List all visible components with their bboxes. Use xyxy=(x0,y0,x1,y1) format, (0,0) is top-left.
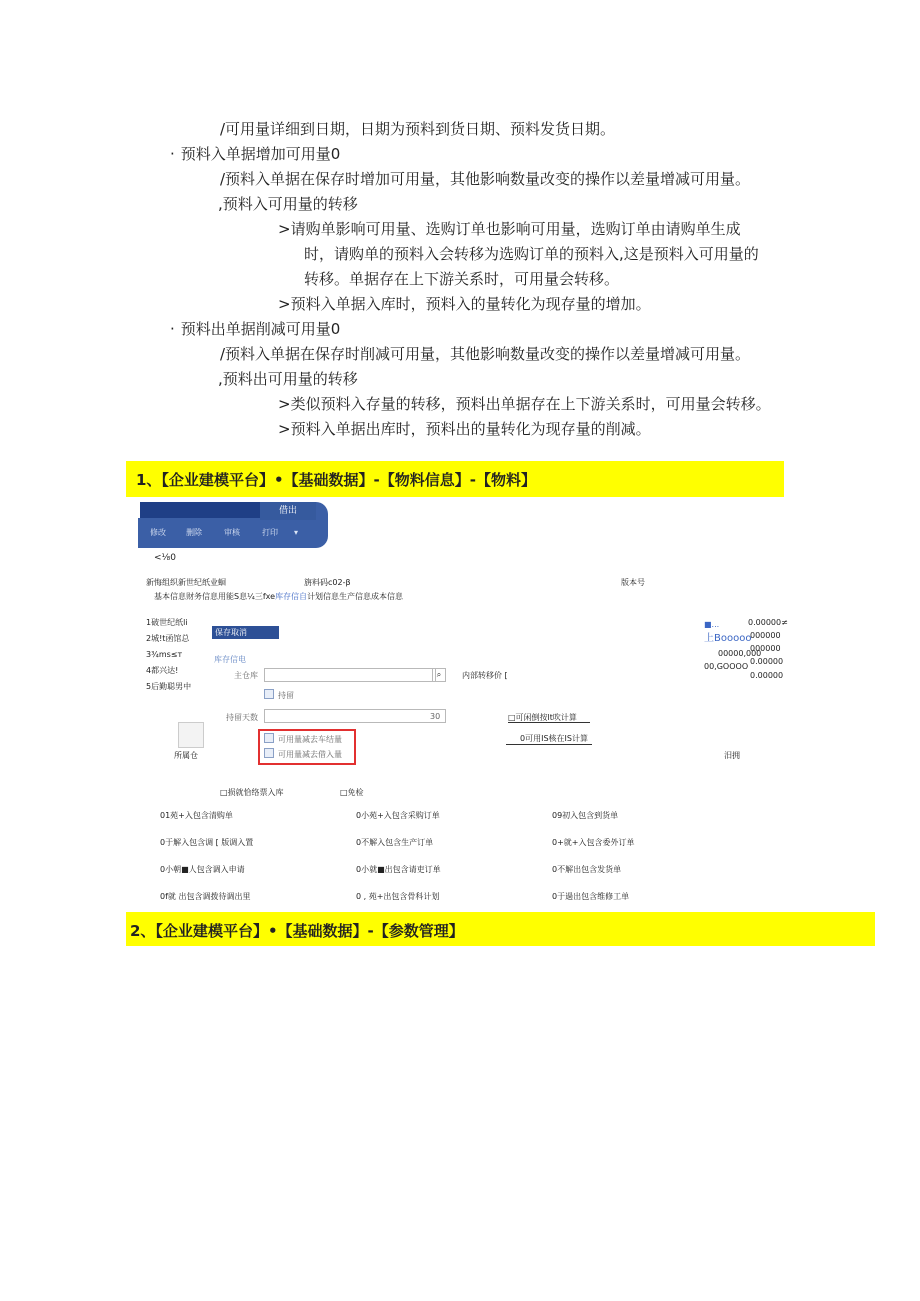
info-tabs[interactable] xyxy=(154,591,403,602)
batch-calc-underline xyxy=(508,722,590,723)
batch-calc-option[interactable]: □可闲倒按lt吹计算 xyxy=(508,713,577,722)
doc-bullet-2: · 预料出单据削减可用量0 xyxy=(170,319,340,339)
version-label: 版本号 xyxy=(621,578,645,587)
grid-item-2-1[interactable]: 0于解入包含调 [ 版调入置 xyxy=(160,838,254,847)
batch-days-input[interactable] xyxy=(264,709,446,723)
toolbar-button-print[interactable]: 打印 xyxy=(262,528,278,537)
stat-v2: 000000 xyxy=(750,631,781,640)
batch-check-label: 持留 xyxy=(278,691,294,700)
doc-line-10: /预料入单据在保存时削减可用量，其他影响数量改变的操作以差量增减可用量。 xyxy=(220,345,751,363)
left-list-item-1[interactable]: 1破世纪纸li xyxy=(146,618,188,627)
toolbar-button-delete[interactable]: 删除 xyxy=(186,528,202,537)
internal-transfer-label: 内部转移价 [ xyxy=(462,671,508,680)
section-2-title: 2、【企业建模平台】•【基础数据】-【参数管理】 xyxy=(130,922,464,940)
section-1-title: 1、【企业建模平台】•【基础数据】-【物料信息】-【物料】 xyxy=(136,471,536,489)
breadcrumb: <⅛0 xyxy=(154,553,176,563)
grid-item-1-3[interactable]: 09初入包含到货单 xyxy=(552,811,619,820)
stat-v3: 000000 xyxy=(750,644,781,653)
tab-inventory-info[interactable]: 库存信自 xyxy=(275,592,308,601)
grid-item-3-3[interactable]: 0不解出包含发货单 xyxy=(552,865,622,874)
stat-r1: ■... xyxy=(704,620,720,629)
warehouse-icon xyxy=(178,722,204,748)
grid-item-3-2[interactable]: 0小就■出包含请吏订单 xyxy=(356,865,441,874)
batch-checkbox[interactable] xyxy=(264,689,274,699)
stat-v5: 0.00000 xyxy=(750,671,784,680)
chevron-down-icon[interactable]: ▾ xyxy=(294,528,299,537)
toolbar-button-audit[interactable]: 审核 xyxy=(224,528,240,537)
stat-v4: 0.00000 xyxy=(750,657,784,666)
save-cancel-button[interactable]: 保存取消 xyxy=(212,626,279,639)
embedded-screenshot xyxy=(138,500,798,910)
doc-line-12: >类似预料入存量的转移，预料出单据存在上下游关系时，可用量会转移。 xyxy=(278,395,771,413)
doc-line-8: >预料入单据入库时，预料入的量转化为现存量的增加。 xyxy=(278,295,651,313)
batch-check[interactable] xyxy=(264,689,294,701)
redbox-item-1[interactable] xyxy=(264,733,342,745)
stat-r4: 00,GOOOO xyxy=(704,662,749,671)
grid-item-2-2[interactable]: 0不解入包含生产订单 xyxy=(356,838,434,847)
org-label: 新悔组织新世纪纸业蛔 xyxy=(146,578,226,587)
main-warehouse-label: 主仓库 xyxy=(234,671,258,680)
grid-item-3-1[interactable]: 0小朝■人包含调入申请 xyxy=(160,865,245,874)
redbox-checkbox-1[interactable] xyxy=(264,733,274,743)
grid-item-2-3[interactable]: 0+就+入包含委外订单 xyxy=(552,838,635,847)
avail-calc-underline xyxy=(506,744,592,745)
redbox-checkbox-2[interactable] xyxy=(264,748,274,758)
doc-line-3: /预料入单据在保存时增加可用量，其他影响数量改变的操作以差量增减可用量。 xyxy=(220,170,751,188)
toolbar-edge xyxy=(314,502,328,548)
doc-bullet-1: · 预料入单据增加可用量0 xyxy=(170,144,340,164)
toolbar-button-edit[interactable]: 修改 xyxy=(150,528,166,537)
inventory-section-title: 库存信电 xyxy=(214,655,246,664)
grid-item-4-1[interactable]: 0f就 出包含调拨待调出里 xyxy=(160,892,251,901)
doc-line-6: 时，请购单的预料入会转移为选购订单的预料入,这是预料入可用量的 xyxy=(304,245,759,263)
doc-line-13: >预料入单据出库时，预料出的量转化为现存量的削减。 xyxy=(278,420,651,438)
info-tabs-right[interactable]: 计划信息生产信息成本信息 xyxy=(307,592,404,601)
grid-item-1-1[interactable]: 01苑+入包含清购单 xyxy=(160,811,233,820)
left-list-item-2[interactable]: 2城!t函馆总 xyxy=(146,634,190,643)
doc-line-5: >请购单影响可用量、选购订单也影响可用量，选购订单由请购单生成 xyxy=(278,220,741,238)
doc-line-11: ,预料出可用量的转移 xyxy=(218,370,358,388)
stat-v1: 0.00000≠ xyxy=(748,618,788,627)
stat-r2: 上Booooo xyxy=(704,633,752,644)
material-code: 旃料码c02-β xyxy=(304,578,351,587)
left-list-item-4[interactable]: 4都兴达! xyxy=(146,666,179,675)
right-label: 汨拥 xyxy=(724,751,740,760)
grid-item-4-3[interactable]: 0于過出包含维修工单 xyxy=(552,892,630,901)
section-1-header xyxy=(126,461,784,497)
toolbar-tab[interactable]: 借出 xyxy=(260,502,316,520)
stat-r3: 00000,000 xyxy=(718,649,762,658)
warehouse-label: 所属仓 xyxy=(174,751,198,760)
info-tabs-left[interactable]: 基本信息财务信息用能S息¼三fxe xyxy=(154,592,276,601)
batch-days-label: 持留天数 xyxy=(226,713,258,722)
left-list-item-5[interactable]: 5后勤聪男中 xyxy=(146,682,192,691)
mid-check-1[interactable]: □损就恰络票入库 xyxy=(220,788,284,797)
grid-item-4-2[interactable]: 0 , 苑+出包含骨科计划 xyxy=(356,892,440,901)
search-icon[interactable]: ⌕ xyxy=(432,668,446,682)
redbox-item-1-label: 可用量减去车结量 xyxy=(278,735,342,744)
grid-item-1-2[interactable]: 0小苑+入包含采购订单 xyxy=(356,811,440,820)
redbox-item-2[interactable] xyxy=(264,748,342,760)
doc-line-1: /可用量详细到日期，日期为预料到货日期、预料发货日期。 xyxy=(220,120,616,138)
doc-line-4: ,预料入可用量的转移 xyxy=(218,195,358,213)
doc-line-7: 转移。单据存在上下游关系时，可用量会转移。 xyxy=(304,270,620,288)
left-list-item-3[interactable]: 3¾ms≤т xyxy=(146,650,183,659)
avail-calc-option[interactable]: 0可用IS核在IS计算 xyxy=(520,734,588,743)
redbox-item-2-label: 可用量减去借入量 xyxy=(278,750,342,759)
mid-check-2[interactable]: □免检 xyxy=(340,788,364,797)
section-2-header xyxy=(126,912,875,946)
main-warehouse-input[interactable] xyxy=(264,668,436,682)
batch-days-value: 30 xyxy=(430,712,441,721)
